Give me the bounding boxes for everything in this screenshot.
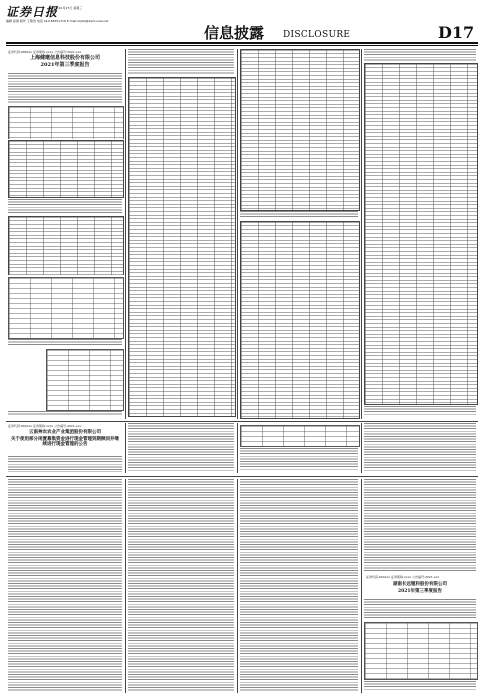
lower-column-2 (126, 479, 236, 693)
section-divider (6, 476, 478, 477)
text-block (240, 479, 358, 691)
financial-table (8, 216, 124, 275)
column-divider (125, 423, 126, 473)
announcement-company: 上海健麾信息科技股份有限公司 (29, 55, 100, 61)
section-divider (6, 421, 478, 422)
announcement-2-header (6, 423, 124, 473)
column-divider (361, 49, 362, 419)
text-block (364, 599, 476, 619)
page-number: D17 (438, 23, 475, 42)
column-4-top (362, 49, 478, 419)
column-divider (237, 479, 238, 693)
lower-column-1 (6, 479, 124, 693)
middle-column-2 (126, 423, 236, 473)
middle-column-4 (362, 423, 478, 473)
section-title: 信息披露 (204, 24, 265, 42)
column-1-bottom (6, 277, 124, 417)
column-2-top (126, 49, 236, 419)
text-block (8, 411, 122, 416)
cash-flow-table (240, 221, 360, 419)
text-block (128, 479, 234, 691)
column-divider (125, 479, 126, 693)
text-block (364, 681, 476, 691)
financial-table (8, 106, 124, 139)
text-block (8, 73, 122, 103)
announcement-company: 湖南长远锂科股份有限公司 (393, 582, 447, 587)
column-divider (237, 49, 238, 419)
balance-table (46, 349, 124, 411)
middle-column-3 (238, 423, 360, 473)
text-block (364, 479, 476, 571)
data-table (240, 425, 360, 447)
masthead-rule-thin (6, 45, 478, 46)
column-1-mid (6, 140, 124, 275)
lower-column-3 (238, 479, 360, 693)
contact-line: 编辑 孙倩 制作 王敬涛 电话 010-83251716 E-mail:zqrb9@zqrb.sina.net (6, 19, 109, 23)
financial-table (8, 140, 124, 198)
text-block (128, 49, 234, 75)
shareholder-table (8, 277, 124, 339)
column-1-top (6, 49, 124, 139)
edition-line: 2021年10月27日 星期三 (48, 6, 83, 10)
text-block (128, 423, 234, 471)
text-block (8, 199, 122, 213)
text-block (8, 479, 122, 691)
text-block (364, 406, 476, 416)
section-title-english: DISCLOSURE (283, 30, 351, 40)
text-block (240, 211, 358, 219)
text-block (364, 49, 476, 61)
announcement-code-line: 证券代码:600xxx 证券简称:xxxx 公告编号:2021-xxx (366, 575, 440, 579)
text-block (8, 456, 122, 472)
newspaper-logo: 证券日报 (6, 5, 59, 19)
masthead (0, 0, 484, 40)
text-block (240, 448, 358, 471)
lower-column-4 (362, 479, 478, 693)
column-divider (237, 423, 238, 473)
column-divider (125, 49, 126, 419)
financial-table (364, 622, 478, 680)
text-block (364, 423, 476, 471)
cash-flow-table (364, 63, 478, 405)
income-statement-table (240, 49, 360, 211)
column-divider (361, 479, 362, 693)
announcement-title: 2021年第三季度报告 (397, 589, 443, 594)
announcement-code-line: 证券代码:688xxx 证券简称:xxxx 公告编号:2021-xxx (8, 50, 82, 54)
column-divider (361, 423, 362, 473)
column-3-top (238, 49, 360, 419)
announcement-code-line: 证券代码:600xxx 证券简称:xxxx 公告编号:2021-xxx (8, 424, 82, 428)
announcement-title: 关于使用部分闲置募集资金进行现金管理到期赎回并继续进行现金管理的公告 (11, 437, 119, 448)
masthead-rule (6, 42, 478, 44)
announcement-title: 2021年第三季度报告 (40, 62, 90, 68)
balance-sheet-table (128, 77, 236, 417)
text-block (8, 339, 122, 347)
announcement-company: 云南神农农业产业集团股份有限公司 (29, 430, 101, 435)
